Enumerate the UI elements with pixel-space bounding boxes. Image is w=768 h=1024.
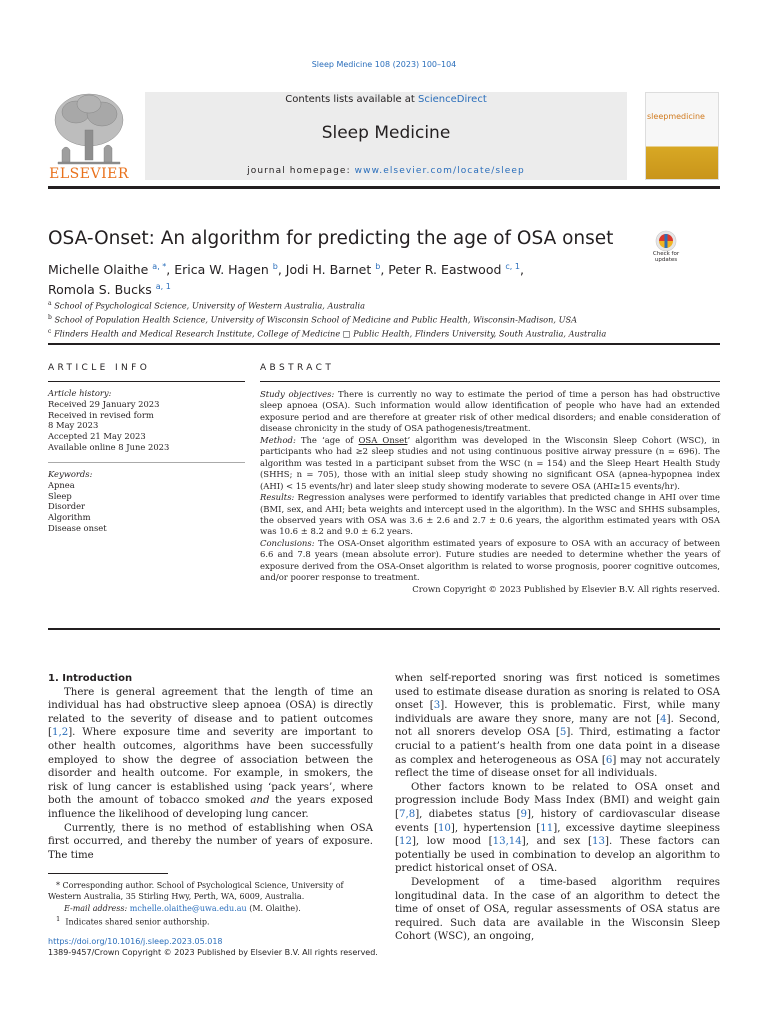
abstract-body [260, 389, 720, 595]
body-text: ], hypertension [ [450, 822, 541, 834]
affiliations-divider [48, 343, 720, 345]
body-paragraph: Development of a time-based algorithm requires longitudinal data. In the case of an algorithm to detect the time of onset of OSA, regular assessments of OSA status are required. Such data are available in the Wisconsin Sleep Cohort (WSC), an ongoing, [395, 876, 720, 943]
affiliation-list [48, 298, 720, 340]
email-note [48, 903, 373, 914]
citation-link[interactable]: 9 [520, 808, 528, 820]
body-text: ] may not accurately reflect the time of disease onset for all individuals. [395, 754, 720, 780]
conclusions-label: Conclusions: [260, 537, 315, 548]
abstract-objectives [260, 389, 720, 435]
citation-link[interactable]: 5 [559, 727, 567, 739]
author-separator: , [166, 262, 175, 278]
citation-link[interactable]: 4 [660, 713, 667, 725]
author-affiliation-mark[interactable]: a, * [152, 262, 167, 271]
corresponding-author-note: * Corresponding author. School of Psychological Science, University of Western Australia, 35 Stirling Hwy, Perth, WA, 6009, Australia. [48, 881, 344, 902]
author-name[interactable]: Erica W. Hagen [174, 262, 269, 278]
results-text: Regression analyses were performed to identify variables that predicted change in AHI over time (BMI, sex, and AHI; beta weights and intercept used in the algorithm). In the WSC and SHHS subsamples, the observed years with OSA was 3.6 ± 2.6 and 2.7 ± 0.6 years, the algorithm estimated years with OSA was 10.6 ± 8.2 and 9.0 ± 6.2 years. [260, 492, 721, 537]
history-item: Received in revised form [48, 409, 154, 420]
affiliation-text: School of Population Health Science, University of Wisconsin School of Medicine and Public Health, Wisconsin-Madison, USA [54, 314, 577, 325]
citation-link[interactable]: 3 [433, 700, 441, 712]
body-text: the years exposed influence the likelihood of developing lung cancer. [48, 795, 374, 820]
keywords-rule [48, 462, 245, 463]
abstract-copyright: Crown Copyright © 2023 Published by Elsevier B.V. All rights reserved. [412, 583, 720, 594]
body-text: Other factors known to be related to OSA onset and progression include Body Mass Index (BMI) and weight gain [ [395, 781, 720, 820]
article-info-heading: ARTICLE INFO [48, 363, 151, 373]
history-item: Received 29 January 2023 [48, 398, 160, 409]
method-label: Method: [260, 434, 296, 445]
body-paragraph [48, 686, 373, 822]
keywords [48, 469, 245, 534]
body-text: ]. These factors can potentially be used in combination to develop an algorithm to predict historical onset of OSA. [395, 836, 720, 875]
body-text: ]. Second, not all snorers develop OSA [ [395, 713, 721, 739]
affiliation [48, 312, 720, 326]
citation-link[interactable]: 10 [437, 822, 451, 834]
body-text: ], history of cardiovascular disease events [ [395, 808, 721, 834]
body-text: ]. However, this is problematic. First, while many individuals are aware they snore, many are not [ [395, 700, 721, 725]
conclusions-text: The OSA-Onset algorithm estimated years of exposure to OSA with an accuracy of between 6.6 and 7.8 years (mean absolute error). Future studies are needed to determine whether the years of exposure derived from the OSA-Onset algorithm is related to worse prognosis, poorer cognitive outcomes, and/or poorer response to treatment. [260, 537, 720, 583]
author-affiliation-mark[interactable]: a, 1 [155, 282, 171, 292]
method-underlined: OSA Onset [358, 434, 408, 445]
keyword: Algorithm [48, 512, 91, 523]
history-item: Accepted 21 May 2023 [48, 431, 146, 442]
body-text: ], low mood [ [411, 836, 493, 848]
footnote-rule [48, 873, 168, 874]
body-text: ]. Where exposure time and severity are important to other health outcomes, algorithms have been successfully employed to show the degree of association between the disorder and health outcome. For example, in smokers, the risk of lung cancer is established using ‘pack years’, where both the amount of tobacco smoked [48, 727, 373, 807]
affiliation [48, 298, 720, 312]
objectives-text: There is currently no way to estimate the period of time a person has had obstructive sleep apnoea (OSA). Such information would allow identification of people who have had an extended exposure period and are therefore at greater risk of other medical disorders; and enable consideration of disease chronicity in the study of OSA pathogenesis/treatment. [260, 389, 721, 434]
footnote-mark: 1 [56, 914, 61, 923]
body-text: ], and sex [ [521, 836, 593, 848]
introduction-heading: 1. Introduction [48, 673, 133, 684]
article-title: OSA-Onset: An algorithm for predicting the age of OSA onset [48, 228, 614, 249]
author-name[interactable]: Peter R. Eastwood [388, 262, 502, 278]
email-label: E-mail address: [64, 903, 128, 913]
body-paragraph: Currently, there is no method of establishing when OSA first occurred, and thereby the number of years of exposure. The time [48, 822, 373, 861]
body-column-right [395, 672, 720, 944]
author-affiliation-mark[interactable]: b [272, 262, 278, 271]
citation-link[interactable]: 12 [398, 836, 412, 848]
abstract-conclusions [260, 538, 720, 584]
author-name[interactable]: Michelle Olaithe [48, 262, 149, 278]
author-separator: , [519, 262, 524, 278]
method-text: ’ algorithm was developed in the Wisconsin Sleep Cohort (WSC), in participants who had ≥2 sleep studies and not using continuous positive airway pressure (n = 696). The algorithm was tested in a participant subset from the WSC (n = 154) and the Sleep Heart Health Study (SHHS; n = 705), those with an initial sleep study showing no significant OSA (apnea-hypopnea index (AHI) < 15 events/hr) and later sleep study showing moderate to severe OSA (AHI≥15 events/hr). [260, 434, 720, 491]
keyword: Disease onset [48, 522, 107, 533]
affiliation-mark: b [48, 314, 52, 322]
citation-link[interactable]: 13,14 [492, 836, 522, 848]
abstract-divider [48, 628, 720, 630]
affiliation-text: Flinders Health and Medical Research Institute, College of Medicine □ Public Health, Flinders University, South Australia, Australia [53, 328, 607, 339]
body-text: when self-reported snoring was first noticed is sometimes used to estimate disease duration as snoring is related to OSA onset [ [395, 673, 720, 712]
citation-link[interactable]: 1,2 [51, 727, 69, 739]
article-history [48, 388, 245, 453]
shared-authorship-note [48, 914, 373, 928]
shared-authorship-text: Indicates shared senior authorship. [65, 917, 210, 927]
affiliation-mark: a [48, 300, 52, 307]
author-separator: , [380, 262, 389, 278]
journal-reference-link[interactable]: Sleep Medicine 108 (2023) 100–104 [311, 60, 457, 69]
affiliation-text: School of Psychological Science, University of Western Australia, Australia [54, 300, 366, 311]
check-for-updates-label: Check for updates [652, 251, 680, 263]
history-item: Available online 8 June 2023 [48, 441, 170, 452]
author-separator: , [277, 262, 286, 278]
body-text: There is general agreement that the length of time an individual has had obstructive sleep apnoea (OSA) is directly related to the severity of disease and to patient outcomes [ [48, 686, 373, 739]
journal-homepage-line [145, 166, 627, 176]
journal-title: Sleep Medicine [321, 123, 451, 143]
contents-prefix: Contents lists available at [285, 94, 419, 105]
keyword: Sleep [48, 490, 72, 501]
footnotes [48, 880, 373, 928]
abstract-heading: ABSTRACT [260, 363, 335, 373]
citation-link[interactable]: 13 [592, 836, 606, 848]
method-text: The ‘age of [300, 434, 359, 445]
header-divider [48, 186, 720, 189]
abstract-results [260, 492, 720, 538]
body-paragraph [395, 672, 720, 781]
citation-link[interactable]: 7,8 [398, 808, 416, 820]
results-label: Results: [260, 492, 295, 503]
abstract-method [260, 435, 720, 492]
sciencedirect-link[interactable]: ScienceDirect [418, 94, 487, 105]
body-text: ]. Third, estimating a factor crucial to a patient’s health from one data point in a disease as complex and heterogeneous as OSA [ [395, 727, 720, 766]
journal-cover-image[interactable] [645, 92, 719, 180]
contents-line [145, 94, 627, 105]
keyword: Disorder [48, 501, 86, 512]
email-suffix: (M. Olaithe). [246, 903, 301, 913]
body-text: ], excessive daytime sleepiness [ [395, 822, 721, 848]
body-text: ], diabetes status [ [415, 808, 521, 820]
author-affiliation-mark[interactable]: b [375, 262, 381, 271]
citation-link[interactable]: 11 [540, 822, 554, 834]
elsevier-wordmark: ELSEVIER [49, 166, 129, 182]
issn-copyright: 1389-9457/Crown Copyright © 2023 Published by Elsevier B.V. All rights reserved. [48, 948, 378, 957]
affiliation-mark: c [48, 328, 52, 336]
body-paragraph [395, 781, 720, 876]
cover-title: sleepmedicine [647, 112, 705, 121]
author-list [48, 258, 608, 298]
history-label: Article history: [48, 388, 112, 398]
author-name[interactable]: Romola S. Bucks [48, 282, 152, 298]
body-emphasis: and [250, 795, 270, 807]
objectives-label: Study objectives: [260, 389, 335, 399]
author-name[interactable]: Jodi H. Barnet [285, 262, 372, 278]
keywords-label: Keywords: [48, 469, 93, 479]
author-affiliation-mark[interactable]: c, 1 [505, 262, 520, 271]
abstract-rule [260, 381, 720, 382]
history-item: 8 May 2023 [48, 420, 99, 431]
affiliation [48, 326, 720, 340]
citation-link[interactable]: 6 [605, 754, 613, 766]
homepage-prefix: journal homepage: [247, 166, 355, 176]
homepage-url-link[interactable]: www.elsevier.com/locate/sleep [354, 166, 525, 176]
email-link[interactable]: mchelle.olaithe@uwa.edu.au [129, 903, 247, 913]
doi-link[interactable]: https://doi.org/10.1016/j.sleep.2023.05.018 [48, 937, 223, 946]
body-column-left [48, 672, 373, 862]
keyword: Apnea [48, 479, 75, 490]
article-info-rule [48, 381, 245, 382]
